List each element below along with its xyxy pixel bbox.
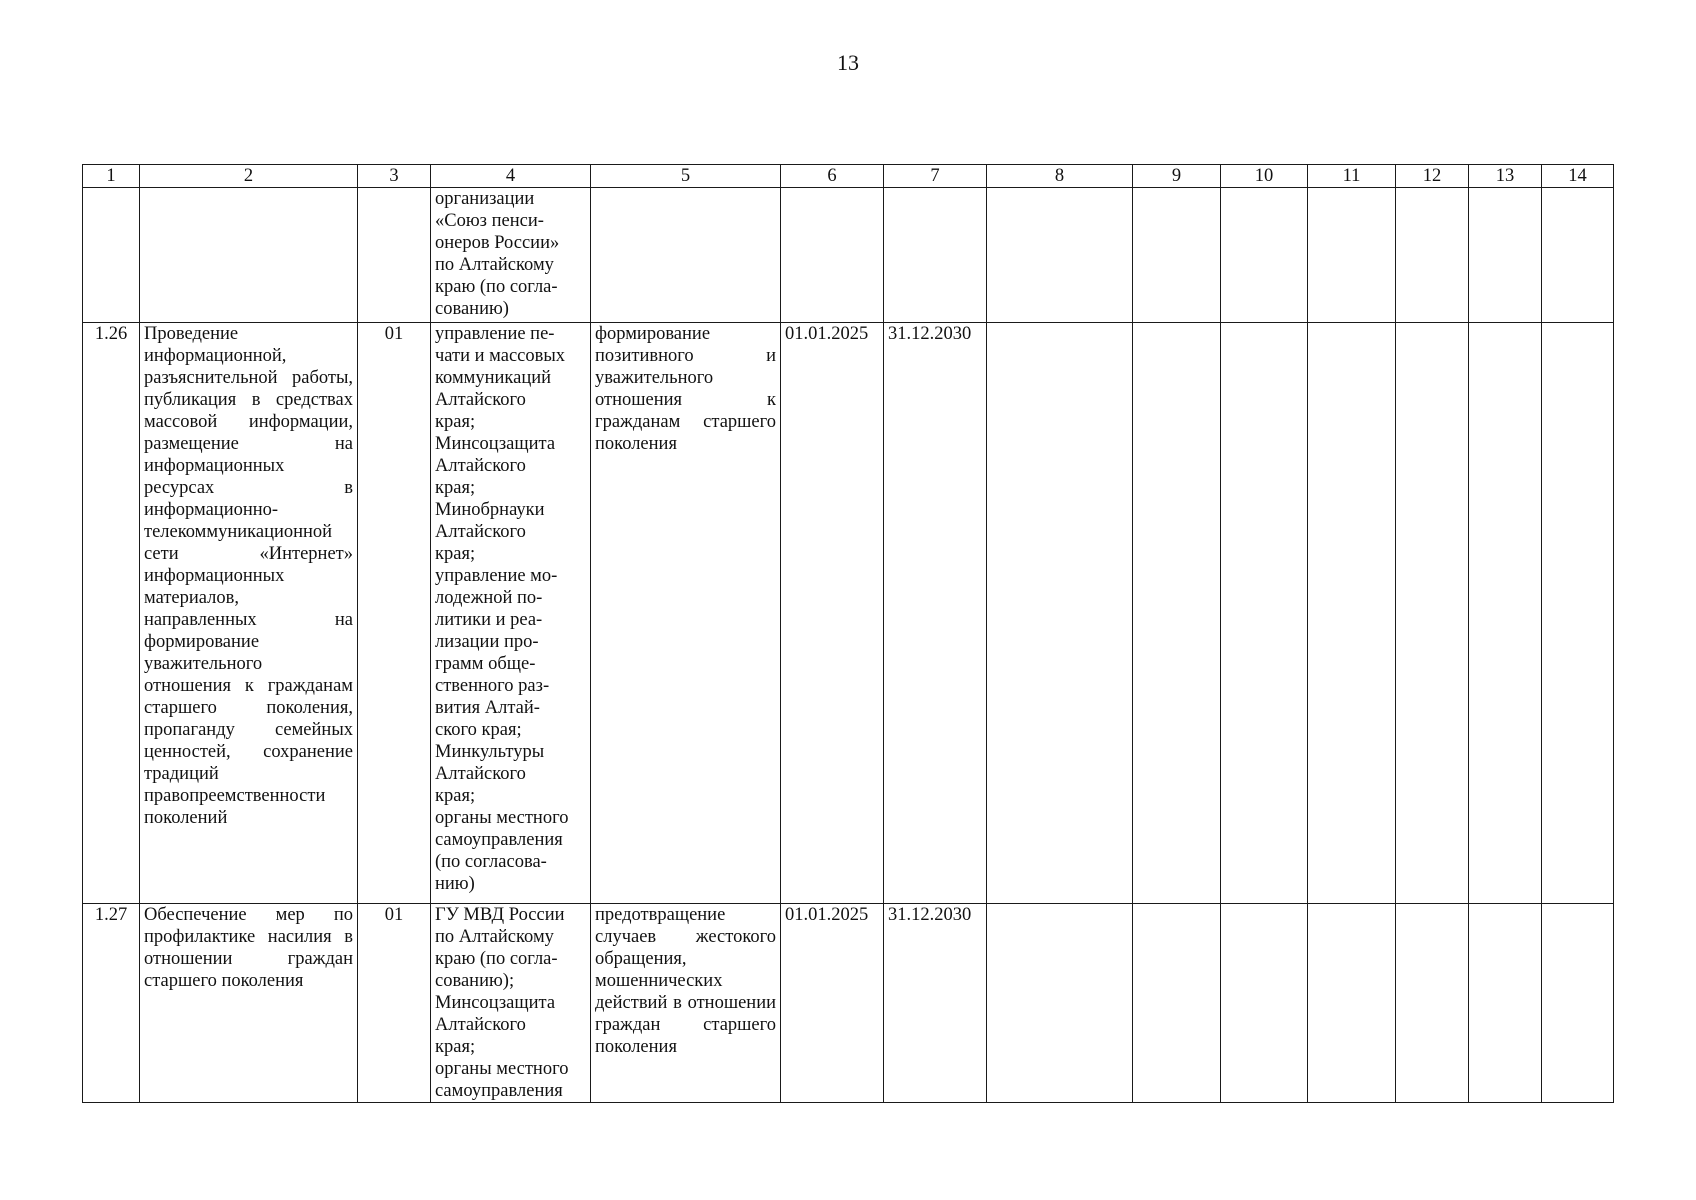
end-date-cell	[884, 188, 987, 323]
plan-table	[82, 164, 1614, 1103]
table-row	[83, 323, 1614, 904]
column-header: 1	[83, 165, 140, 188]
column-header: 10	[1221, 165, 1308, 188]
empty-cell	[987, 323, 1133, 904]
column-header: 12	[1396, 165, 1469, 188]
column-header: 4	[431, 165, 591, 188]
empty-cell	[1469, 323, 1542, 904]
column-header: 2	[140, 165, 358, 188]
column-header: 8	[987, 165, 1133, 188]
end-date-cell: 31.12.2030	[884, 904, 987, 1103]
column-header: 6	[781, 165, 884, 188]
code-cell	[358, 188, 431, 323]
end-date-cell: 31.12.2030	[884, 323, 987, 904]
item-number: 1.27	[83, 904, 140, 1103]
measure-cell: Проведение информационной, разъяснительной работы, публикация в средствах массовой информации, размещение на информационных ресурсах в информационно-телекоммуникационной сети «Интернет» информационных материалов, направленных на формирование уважительного отношения к гражданам старшего поколения, пропаганду семейных ценностей, сохранение традиций правопреемственности поколений	[140, 323, 358, 904]
column-header: 14	[1542, 165, 1614, 188]
column-header: 7	[884, 165, 987, 188]
empty-cell	[1469, 188, 1542, 323]
empty-cell	[1133, 188, 1221, 323]
executor-cell: ГУ МВД России по Алтайскому краю (по согла- сованию); Минсоцзащита Алтайского края; органы местного самоуправления	[431, 904, 591, 1103]
executor-cell: организации «Союз пенси- онеров России» по Алтайскому краю (по согла- сованию)	[431, 188, 591, 323]
result-cell: формирование позитивного и уважительного отношения к гражданам старшего поколения	[591, 323, 781, 904]
item-number	[83, 188, 140, 323]
empty-cell	[1469, 904, 1542, 1103]
empty-cell	[1221, 904, 1308, 1103]
page-number: 13	[837, 50, 859, 75]
column-header: 9	[1133, 165, 1221, 188]
column-header: 5	[591, 165, 781, 188]
table-row	[83, 188, 1614, 323]
column-header: 11	[1308, 165, 1396, 188]
empty-cell	[987, 904, 1133, 1103]
empty-cell	[1133, 323, 1221, 904]
table-row	[83, 904, 1614, 1103]
empty-cell	[1308, 188, 1396, 323]
result-cell: предотвращение случаев жестокого обращения, мошеннических действий в отношении граждан старшего поколения	[591, 904, 781, 1103]
start-date-cell	[781, 188, 884, 323]
item-number: 1.26	[83, 323, 140, 904]
column-header: 13	[1469, 165, 1542, 188]
empty-cell	[987, 188, 1133, 323]
measure-cell: Обеспечение мер по профилактике насилия в отношении граждан старшего поколения	[140, 904, 358, 1103]
start-date-cell: 01.01.2025	[781, 904, 884, 1103]
empty-cell	[1308, 904, 1396, 1103]
empty-cell	[1542, 904, 1614, 1103]
result-cell	[591, 188, 781, 323]
empty-cell	[1396, 904, 1469, 1103]
start-date-cell: 01.01.2025	[781, 323, 884, 904]
empty-cell	[1133, 904, 1221, 1103]
empty-cell	[1396, 323, 1469, 904]
executor-cell: управление пе- чати и массовых коммуникаций Алтайского края; Минсоцзащита Алтайского края; Минобрнауки Алтайского края; управление мо- лодежной по- литики и реа- лизации про- грамм обще- ственного раз- вития Алтай- ского края; Минкультуры Алтайского края; органы местного самоуправления (по согласова- нию)	[431, 323, 591, 904]
empty-cell	[1542, 188, 1614, 323]
empty-cell	[1221, 323, 1308, 904]
code-cell: 01	[358, 323, 431, 904]
header-row	[83, 165, 1614, 188]
measure-cell	[140, 188, 358, 323]
empty-cell	[1542, 323, 1614, 904]
empty-cell	[1308, 323, 1396, 904]
column-header: 3	[358, 165, 431, 188]
empty-cell	[1221, 188, 1308, 323]
empty-cell	[1396, 188, 1469, 323]
code-cell: 01	[358, 904, 431, 1103]
